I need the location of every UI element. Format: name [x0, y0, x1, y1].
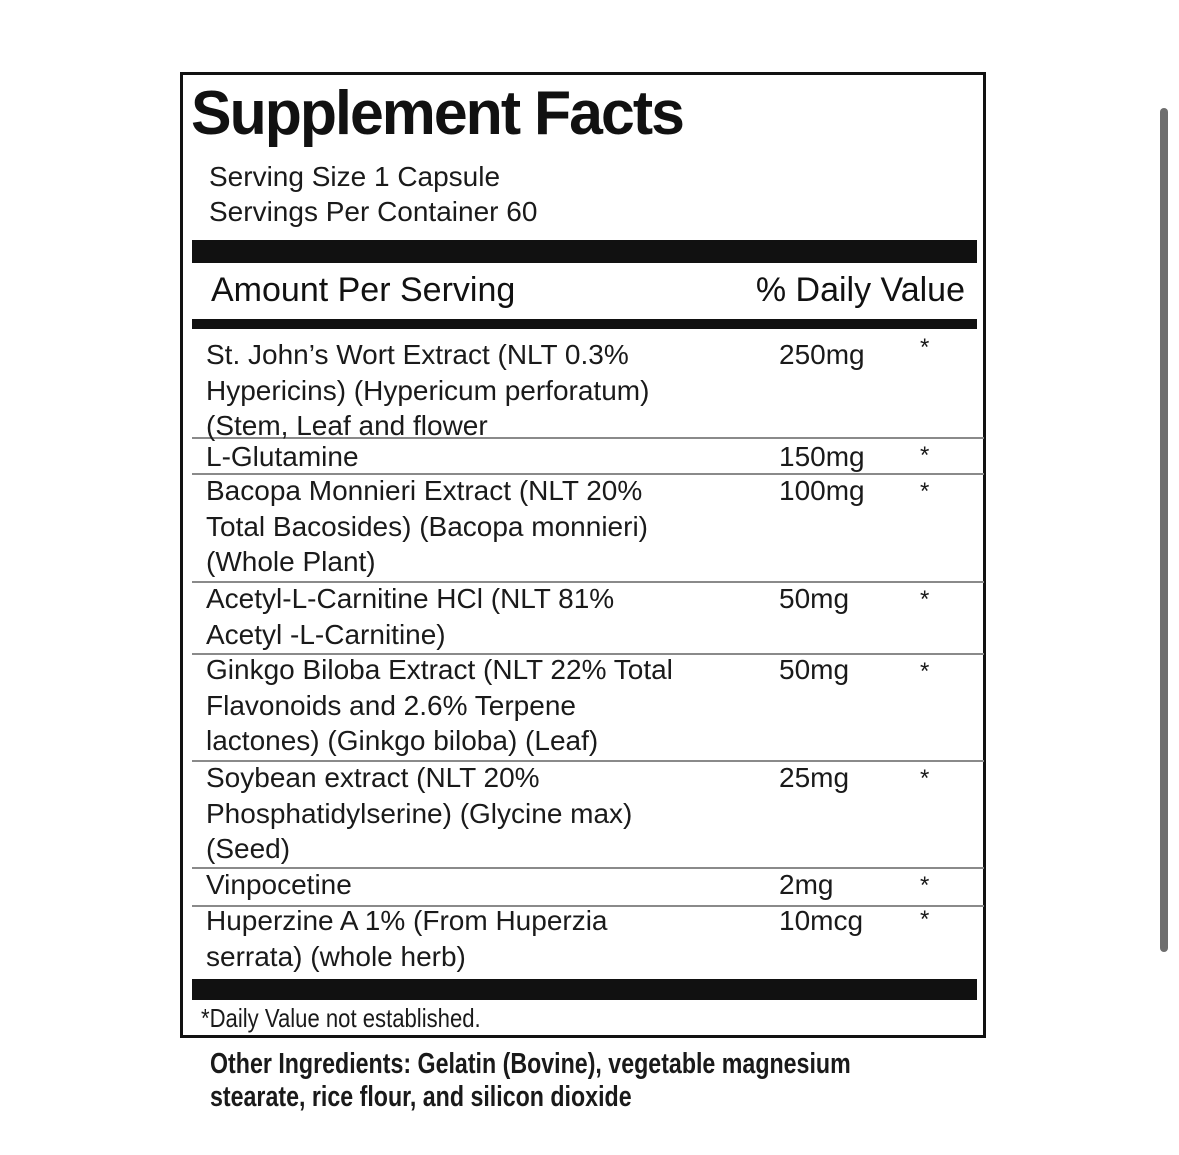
- servings-per-container: Servings Per Container 60: [209, 196, 538, 227]
- ingredient-amount: 100mg: [779, 475, 865, 506]
- ingredient-name: Soybean extract (NLT 20% Phosphatidylserine) (Glycine max) (Seed): [206, 762, 633, 864]
- ingredient-daily-value: *: [920, 658, 930, 685]
- ingredient-amount: 10mcg: [779, 905, 864, 936]
- ingredient-name: Ginkgo Biloba Extract (NLT 22% Total Flavonoids and 2.6% Terpene lactones) (Ginkgo biloba) (Leaf): [206, 654, 673, 756]
- ingredient-amount: 2mg: [779, 869, 834, 900]
- ingredient-list: [192, 331, 984, 979]
- ingredient-amount: 50mg: [779, 583, 850, 614]
- ingredient-daily-value: *: [920, 334, 930, 361]
- ingredient-daily-value: *: [920, 586, 930, 613]
- ingredient-name: Bacopa Monnieri Extract (NLT 20% Total Bacosides) (Bacopa monnieri) (Whole Plant): [206, 475, 648, 577]
- thick-divider-top: [192, 240, 977, 263]
- ingredient-amount: 50mg: [779, 654, 850, 685]
- ingredient-row: [192, 762, 984, 869]
- daily-value-footnote: *Daily Value not established.: [201, 1003, 481, 1033]
- amount-per-serving-header: Amount Per Serving: [211, 271, 516, 309]
- daily-value-header: % Daily Value: [755, 271, 965, 309]
- ingredient-name: L-Glutamine: [206, 441, 359, 472]
- label-title: Supplement Facts: [191, 79, 683, 148]
- ingredient-row: [192, 583, 984, 655]
- ingredient-daily-value: *: [920, 872, 930, 899]
- ingredient-daily-value: *: [920, 906, 930, 933]
- ingredient-row: [192, 475, 984, 583]
- ingredient-amount: 250mg: [779, 339, 865, 370]
- other-ingredients: Other Ingredients: Gelatin (Bovine), vegetable magnesium stearate, rice flour, and silicon dioxide: [210, 1048, 851, 1113]
- ingredient-daily-value: *: [920, 765, 930, 792]
- ingredient-name: Acetyl-L-Carnitine HCl (NLT 81% Acetyl -L-Carnitine): [206, 583, 615, 650]
- ingredient-row: [192, 869, 984, 907]
- thick-divider-middle: [192, 319, 977, 329]
- ingredient-daily-value: *: [920, 478, 930, 505]
- ingredient-row: [192, 907, 984, 979]
- ingredient-row: [192, 655, 984, 762]
- ingredient-name: St. John’s Wort Extract (NLT 0.3% Hypericins) (Hypericum perforatum) (Stem, Leaf and flower: [206, 339, 650, 441]
- ingredient-row: [192, 331, 984, 439]
- ingredient-name: Vinpocetine: [206, 869, 352, 900]
- ingredient-name: Huperzine A 1% (From Huperzia serrata) (whole herb): [206, 905, 608, 972]
- ingredient-amount: 150mg: [779, 441, 865, 472]
- vertical-scrollbar[interactable]: [1160, 108, 1168, 952]
- thick-divider-bottom: [192, 979, 977, 1000]
- serving-size: Serving Size 1 Capsule: [209, 161, 501, 192]
- ingredient-daily-value: *: [920, 442, 930, 469]
- supplement-facts-panel: [180, 72, 986, 1038]
- ingredient-row: [192, 439, 984, 475]
- ingredient-amount: 25mg: [779, 762, 850, 793]
